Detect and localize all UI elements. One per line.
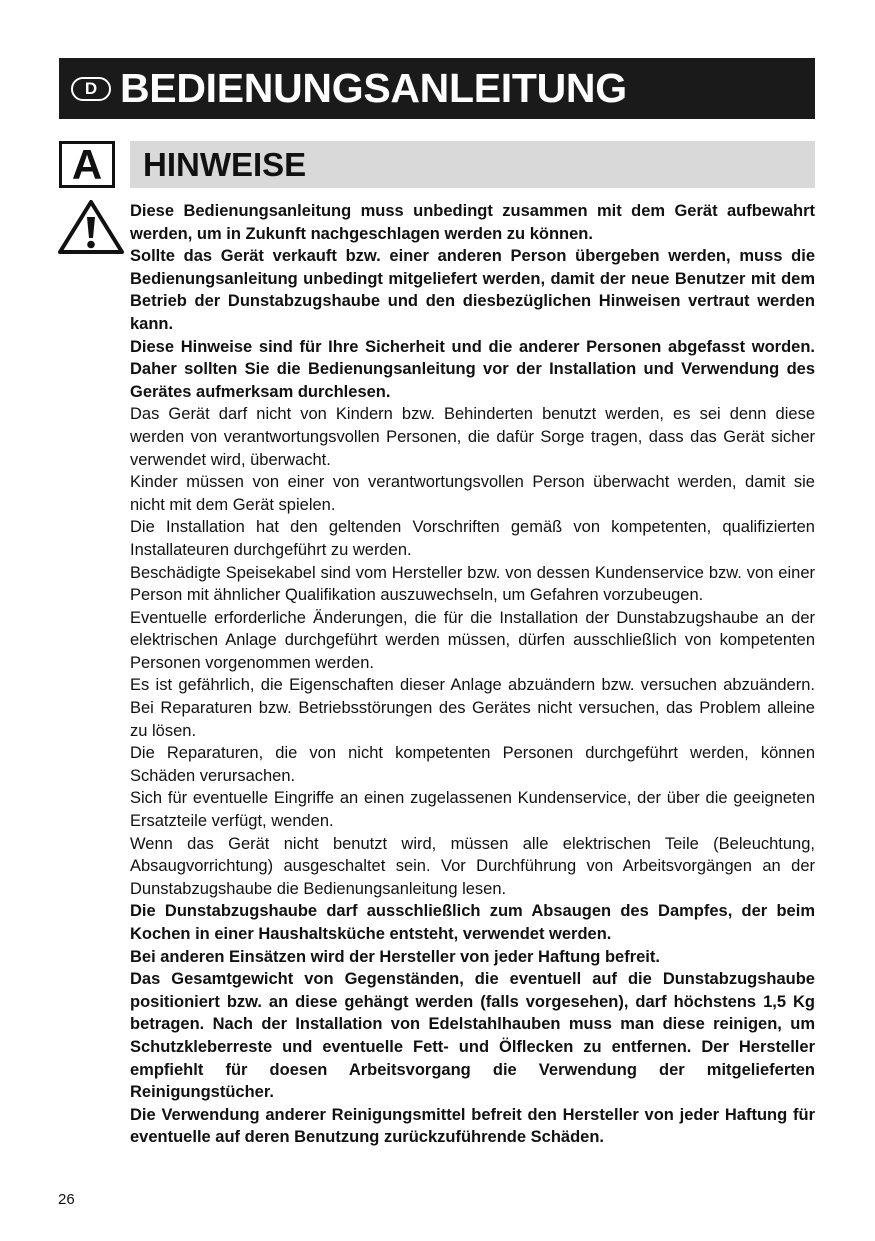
language-badge: D [71,77,111,101]
page-title: BEDIENUNGSANLEITUNG [120,65,627,111]
paragraph-liability: Bei anderen Einsätzen wird der Hersteller von jeder Haftung befreit. [130,947,660,966]
page-number: 26 [58,1191,75,1208]
warning-icon [57,199,125,255]
paragraph-intended-use: Die Dunstabzugshaube darf ausschließlich zum Absaugen des Dampfes, der beim Kochen in einer Haushaltsküche entsteht, verwendet werden. [130,902,815,943]
paragraph-switch-off: Wenn das Gerät nicht benutzt wird, müssen alle elektrischen Teile (Beleuchtung, Absaugvorrichtung) ausgeschaltet sein. Vor Durchführung von Arbeitsvorgängen an der Dunstabzugshaube die Bedienungsanleitung lesen. [130,834,815,898]
section-title: HINWEISE [143,145,307,183]
notes-text [130,200,815,1149]
paragraph-hand-over: Sollte das Gerät verkauft bzw. einer anderen Person übergeben werden, muss die Bedienungsanleitung unbedingt mitgeliefert werden, damit der neue Benutzer mit dem Betrieb der Dunstabzugshaube und den diesbezüglichen Hinweisen vertraut werden kann. [130,247,815,333]
paragraph-service: Sich für eventuelle Eingriffe an einen zugelassenen Kundenservice, der über die geeigneten Ersatzteile verfügt, wenden. [130,789,815,831]
paragraph-children-disabled: Das Gerät darf nicht von Kindern bzw. Behinderten benutzt werden, es sei denn diese werden von verantwortungsvollen Personen, die dafür Sorge tragen, dass das Gerät sicher verwendet wird, überwacht. [130,405,815,469]
paragraph-keep-manual: Diese Bedienungsanleitung muss unbedingt zusammen mit dem Gerät aufbewahrt werden, um in Zukunft nachgeschlagen werden zu können. [130,202,815,243]
paragraph-safety: Diese Hinweise sind für Ihre Sicherheit und die anderer Personen abgefasst worden. Daher sollten Sie die Bedienungsanleitung vor der Installation und Verwendung des Gerätes aufmerksam durchlesen. [130,337,815,401]
paragraph-power-cable: Beschädigte Speisekabel sind vom Hersteller bzw. von dessen Kundenservice bzw. von einer Person mit ähnlicher Qualifikation auszuwechseln, um Gefahren vorzubeugen. [130,563,815,605]
paragraph-electrical-changes: Eventuelle erforderliche Änderungen, die für die Installation der Dunstabzugshaube an der elektrischen Anlage durchgeführt werden müssen, dürfen ausschließlich von kompetenten Personen vorgenommen werden. [130,608,815,672]
paragraph-dangerous-changes: Es ist gefährlich, die Eigenschaften dieser Anlage abzuändern bzw. versuchen abzuändern. Bei Reparaturen bzw. Betriebsstörungen des Gerätes nicht versuchen, das Problem alleine zu lösen. [130,676,815,740]
paragraph-repairs: Die Reparaturen, die von nicht kompetenten Personen durchgeführt werden, können Schäden verursachen. [130,744,815,785]
section-letter: A [59,141,115,188]
paragraph-installation: Die Installation hat den geltenden Vorschriften gemäß von kompetenten, qualifizierten Installateuren durchgeführt zu werden. [130,518,815,559]
section-heading [130,141,815,188]
paragraph-children-supervised: Kinder müssen von einer von verantwortungsvollen Person überwacht werden, damit sie nicht mit dem Gerät spielen. [130,473,815,514]
paragraph-cleaning-agents: Die Verwendung anderer Reinigungsmittel befreit den Hersteller von jeder Haftung für eventuelle auf deren Benutzung zurückzuführende Schäden. [130,1105,815,1147]
paragraph-weight-cleaning: Das Gesamtgewicht von Gegenständen, die eventuell auf die Dunstabzugshaube positioniert bzw. an diese gehängt werden (falls vorgesehen), darf höchstens 1,5 Kg betragen. Nach der Installation von Edelstahlhauben muss man diese reinigen, um Schutzkleberreste und eventuelle Fett- und Ölflecken zu entfernen. Der Hersteller empfiehlt für doesen Arbeitsvorgang die Verwendung der mitgelieferten Reinigungstücher. [130,970,815,1102]
title-bar [59,58,815,119]
